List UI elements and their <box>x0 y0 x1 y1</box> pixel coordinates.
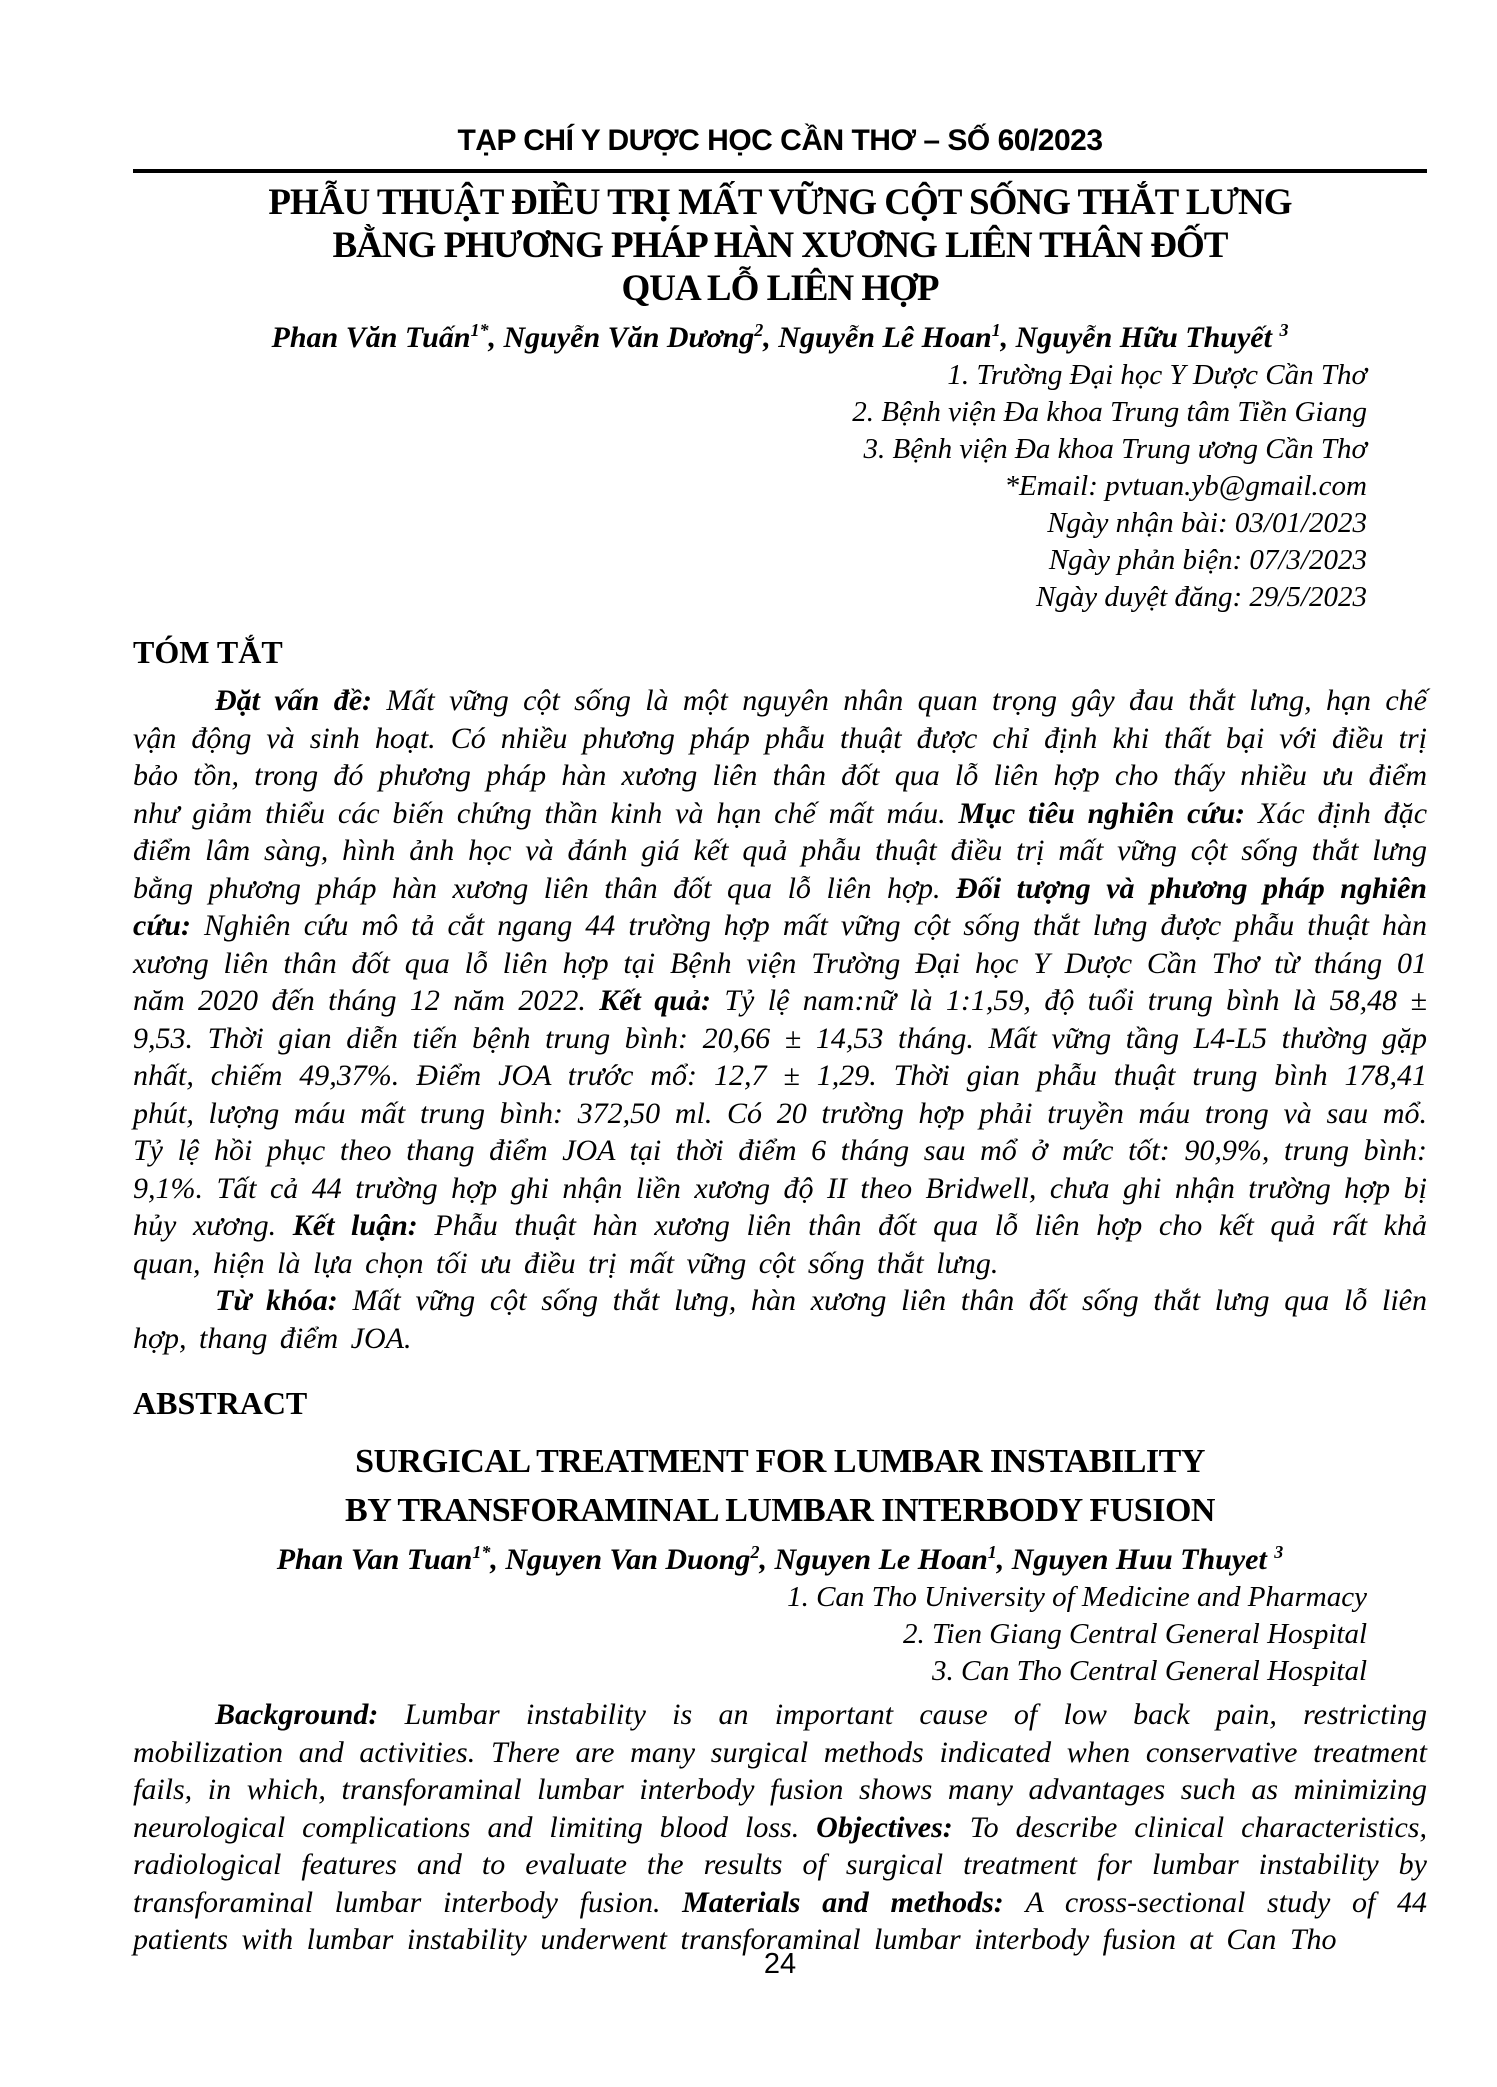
date-accepted: Ngày duyệt đăng: 29/5/2023 <box>1035 581 1367 613</box>
journal-running-head: TẠP CHÍ Y DƯỢC HỌC CẦN THƠ – SỐ 60/2023 <box>457 124 1103 157</box>
authors-vi: Phan Văn Tuấn$^{1*}$, Nguyễn Văn Dương$^2$, Nguyễn Lê Hoan$^1$, Nguyễn Hữu Thuyết $^3$ <box>271 320 1289 354</box>
page-content <box>133 0 1427 1959</box>
date-received: Ngày nhận bài: 03/01/2023 <box>1047 507 1367 539</box>
article-title-vi-line3: QUA LỖ LIÊN HỢP <box>621 268 939 309</box>
page-number: 24 <box>763 1948 797 1980</box>
header-divider <box>133 169 1427 173</box>
affiliation-vi-2: 2. Bệnh viện Đa khoa Trung tâm Tiền Giang <box>852 396 1367 428</box>
abstract-vi-paragraph: Đặt vấn đề: Mất vững cột sống là một nguyên nhân quan trọng gây đau thắt lưng, hạn chế vận động và sinh hoạt. Có nhiều phương pháp phẫu thuật được chỉ định khi thất bại với điều trị bảo tồn, trong đó phương pháp hàn xương liên thân đốt qua lỗ liên hợp cho thấy nhiều ưu điểm như giảm thiểu các biến chứng thần kinh và hạn chế mất máu. Mục tiêu nghiên cứu: Xác định đặc điểm lâm sàng, hình ảnh học và đánh giá kết quả phẫu thuật điều trị mất vững cột sống thắt lưng bằng phương pháp hàn xương liên thân đốt qua lỗ liên hợp. Đối tượng và phương pháp nghiên cứu: Nghiên cứu mô tả cắt ngang 44 trường hợp mất vững cột sống thắt lưng được phẫu thuật hàn xương liên thân đốt qua lỗ liên hợp tại Bệnh viện Trường Đại học Y Dược Cần Thơ từ tháng 01 năm 2020 đến tháng 12 năm 2022. Kết quả: Tỷ lệ nam:nữ là 1:1,59, độ tuổi trung bình là 58,48 ± 9,53. Thời gian diễn tiến bệnh trung bình: 20,66 ± 14,53 tháng. Mất vững tầng L4-L5 thường gặp nhất, chiếm 49,37%. Điểm JOA trước mổ: 12,7 ± 1,29. Thời gian phẫu thuật trung bình 178,41 phút, lượng máu mất trung bình: 372,50 ml. Có 20 trường hợp phải truyền máu trong và sau mổ. Tỷ lệ hồi phục theo thang điểm JOA tại thời điểm 6 tháng sau mổ ở mức tốt: 90,9%, trung bình: 9,1%. Tất cả 44 trường hợp ghi nhận liền xương độ II theo Bridwell, chưa ghi nhận trường hợp bị hủy xương. Kết luận: Phẫu thuật hàn xương liên thân đốt qua lỗ liên hợp cho kết quả rất khả quan, hiện là lựa chọn tối ưu điều trị mất vững cột sống thắt lưng. <box>133 684 1428 1280</box>
date-reviewed: Ngày phản biện: 07/3/2023 <box>1048 544 1367 576</box>
corresponding-email: *Email: pvtuan.yb@gmail.com <box>1004 470 1367 502</box>
authors-en: Phan Van Tuan$^{1*}$, Nguyen Van Duong$^2$, Nguyen Le Hoan$^1$, Nguyen Huu Thuyet $^3$ <box>276 1542 1284 1576</box>
affiliation-en-3: 3. Can Tho Central General Hospital <box>931 1655 1367 1687</box>
article-title-en <box>133 1437 1427 1535</box>
affiliations-en <box>133 1579 1427 1690</box>
affiliation-en-1: 1. Can Tho University of Medicine and Pharmacy <box>787 1581 1367 1613</box>
article-title-vi <box>133 181 1427 310</box>
article-title-en-line1: SURGICAL TREATMENT FOR LUMBAR INSTABILITY <box>355 1443 1205 1480</box>
affiliation-en-2: 2. Tien Giang Central General Hospital <box>903 1618 1367 1650</box>
article-title-en-line2: BY TRANSFORAMINAL LUMBAR INTERBODY FUSION <box>345 1492 1215 1529</box>
tom-tat-heading: TÓM TẮT <box>133 634 283 670</box>
affiliation-vi-1: 1. Trường Đại học Y Dược Cần Thơ <box>947 359 1367 391</box>
abstract-heading: ABSTRACT <box>133 1385 308 1421</box>
article-title-vi-line2: BẰNG PHƯƠNG PHÁP HÀN XƯƠNG LIÊN THÂN ĐỐT <box>332 225 1228 266</box>
affiliations-vi <box>133 357 1427 505</box>
article-title-vi-line1: PHẪU THUẬT ĐIỀU TRỊ MẤT VỮNG CỘT SỐNG THẮT LƯNG <box>268 182 1292 223</box>
abstract-en-paragraph: Background: Lumbar instability is an important cause of low back pain, restricting mobilization and activities. There are many surgical methods indicated when conservative treatment fails, in which, transforaminal lumbar interbody fusion shows many advantages such as minimizing neurological complications and limiting blood loss. Objectives: To describe clinical characteristics, radiological features and to evaluate the results of surgical treatment for lumbar instability by transforaminal lumbar interbody fusion. Materials and methods: A cross-sectional study of 44 patients with lumbar instability underwent transforaminal lumbar interbody fusion at Can Tho <box>133 1698 1427 1956</box>
keywords-vi-paragraph: Từ khóa: Mất vững cột sống thắt lưng, hàn xương liên thân đốt sống thắt lưng qua lỗ liên hợp, thang điểm JOA. <box>133 1284 1427 1355</box>
affiliation-vi-3: 3. Bệnh viện Đa khoa Trung ương Cần Thơ <box>863 433 1367 465</box>
article-dates <box>133 505 1427 616</box>
